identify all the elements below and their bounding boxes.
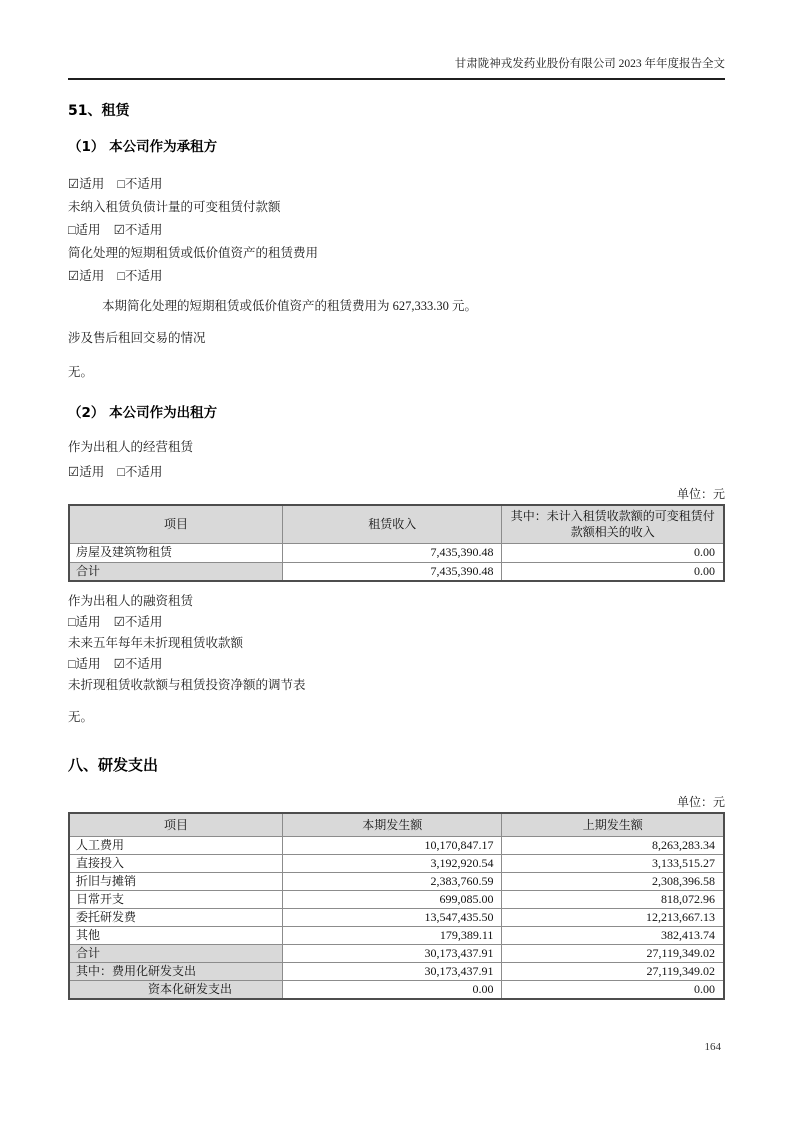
cell-value: 0.00 xyxy=(283,980,502,999)
subsection-title-lessor: （2） 本公司作为出租方 xyxy=(68,405,218,421)
row-label: 其中：费用化研发支出 xyxy=(69,962,283,980)
applicable-option: □适用 xyxy=(68,615,101,629)
cell-value: 27,119,349.02 xyxy=(502,962,724,980)
applicable-option: □适用 xyxy=(68,223,101,237)
cell-value: 3,133,515.27 xyxy=(502,854,724,872)
row-label: 合计 xyxy=(69,944,283,962)
not-applicable-option: □不适用 xyxy=(117,465,163,479)
applicability-line xyxy=(68,176,725,192)
row-label: 直接投入 xyxy=(69,854,283,872)
not-applicable-option: □不适用 xyxy=(117,177,163,191)
row-label: 其他 xyxy=(69,926,283,944)
row-label: 日常开支 xyxy=(69,890,283,908)
table-row xyxy=(69,562,724,581)
cell-value: 8,263,283.34 xyxy=(502,836,724,854)
operating-lease-label: 作为出租人的经营租赁 xyxy=(68,440,194,454)
not-applicable-option: ☑不适用 xyxy=(113,223,163,237)
cell-value: 382,413.74 xyxy=(502,926,724,944)
running-header xyxy=(68,0,725,80)
applicable-option: □适用 xyxy=(68,657,101,671)
reconciliation-label: 未折现租赁收款额与租赁投资净额的调节表 xyxy=(68,678,306,692)
applicable-option: ☑适用 xyxy=(68,177,105,191)
rd-expense-table xyxy=(68,812,725,1000)
report-header-title: 甘肃陇神戎发药业股份有限公司 2023 年年度报告全文 xyxy=(454,58,725,70)
column-header: 项目 xyxy=(69,813,283,836)
cell-value: 0.00 xyxy=(502,562,724,581)
row-label: 委托研发费 xyxy=(69,908,283,926)
unit-label: 单位：元 xyxy=(676,487,725,501)
table-row xyxy=(69,980,724,999)
column-header: 其中：未计入租赁收款额的可变租赁付款额相关的收入 xyxy=(502,505,724,543)
page-content xyxy=(68,0,725,1000)
row-label: 资本化研发支出 xyxy=(69,980,283,999)
future-receipts-label: 未来五年每年未折现租赁收款额 xyxy=(68,636,244,650)
page-number: 164 xyxy=(704,1041,721,1053)
not-applicable-option: ☑不适用 xyxy=(113,657,163,671)
cell-value: 699,085.00 xyxy=(283,890,502,908)
row-label: 人工费用 xyxy=(69,836,283,854)
cell-value: 0.00 xyxy=(502,980,724,999)
table-row xyxy=(69,854,724,872)
lease-income-table xyxy=(68,504,725,582)
table-row xyxy=(69,926,724,944)
column-header: 租赁收入 xyxy=(283,505,502,543)
applicability-line xyxy=(68,222,725,238)
cell-value: 0.00 xyxy=(502,543,724,562)
unit-label: 单位：元 xyxy=(676,795,725,809)
table-header-row xyxy=(69,813,724,836)
cell-value: 3,192,920.54 xyxy=(283,854,502,872)
column-header: 项目 xyxy=(69,505,283,543)
cell-value: 2,308,396.58 xyxy=(502,872,724,890)
not-applicable-option: ☑不适用 xyxy=(113,615,163,629)
applicability-line xyxy=(68,656,725,672)
subsection-title-lessee: （1） 本公司作为承租方 xyxy=(68,139,218,155)
column-header: 本期发生额 xyxy=(283,813,502,836)
section-title-rd: 八、研发支出 xyxy=(68,756,159,774)
table-row xyxy=(69,543,724,562)
cell-value: 30,173,437.91 xyxy=(283,962,502,980)
cell-value: 10,170,847.17 xyxy=(283,836,502,854)
cell-value: 30,173,437.91 xyxy=(283,944,502,962)
table-row xyxy=(69,890,724,908)
short-term-lease-label: 简化处理的短期租赁或低价值资产的租赁费用 xyxy=(68,246,319,260)
applicability-line xyxy=(68,614,725,630)
not-applicable-option: □不适用 xyxy=(117,269,163,283)
applicability-line xyxy=(68,464,725,480)
cell-value: 12,213,667.13 xyxy=(502,908,724,926)
reconciliation-value: 无。 xyxy=(68,710,94,724)
sale-leaseback-value: 无。 xyxy=(68,365,94,379)
cell-value: 27,119,349.02 xyxy=(502,944,724,962)
cell-value: 179,389.11 xyxy=(283,926,502,944)
applicable-option: ☑适用 xyxy=(68,269,105,283)
cell-value: 2,383,760.59 xyxy=(283,872,502,890)
row-label: 房屋及建筑物租赁 xyxy=(69,543,283,562)
row-label: 合计 xyxy=(69,562,283,581)
cell-value: 7,435,390.48 xyxy=(283,543,502,562)
table-row xyxy=(69,944,724,962)
table-row xyxy=(69,962,724,980)
variable-payments-label: 未纳入租赁负债计量的可变租赁付款额 xyxy=(68,200,281,214)
cell-value: 13,547,435.50 xyxy=(283,908,502,926)
finance-lease-label: 作为出租人的融资租赁 xyxy=(68,594,194,608)
table-row xyxy=(69,836,724,854)
table-row xyxy=(69,908,724,926)
row-label: 折旧与摊销 xyxy=(69,872,283,890)
sale-leaseback-label: 涉及售后租回交易的情况 xyxy=(68,331,206,345)
table-row xyxy=(69,872,724,890)
section-title-lease: 51、租赁 xyxy=(68,103,130,119)
applicability-line xyxy=(68,268,725,284)
column-header: 上期发生额 xyxy=(502,813,724,836)
table-header-row xyxy=(69,505,724,543)
applicable-option: ☑适用 xyxy=(68,465,105,479)
short-term-note: 本期简化处理的短期租赁或低价值资产的租赁费用为 627,333.30 元。 xyxy=(102,299,478,313)
cell-value: 818,072.96 xyxy=(502,890,724,908)
cell-value: 7,435,390.48 xyxy=(283,562,502,581)
